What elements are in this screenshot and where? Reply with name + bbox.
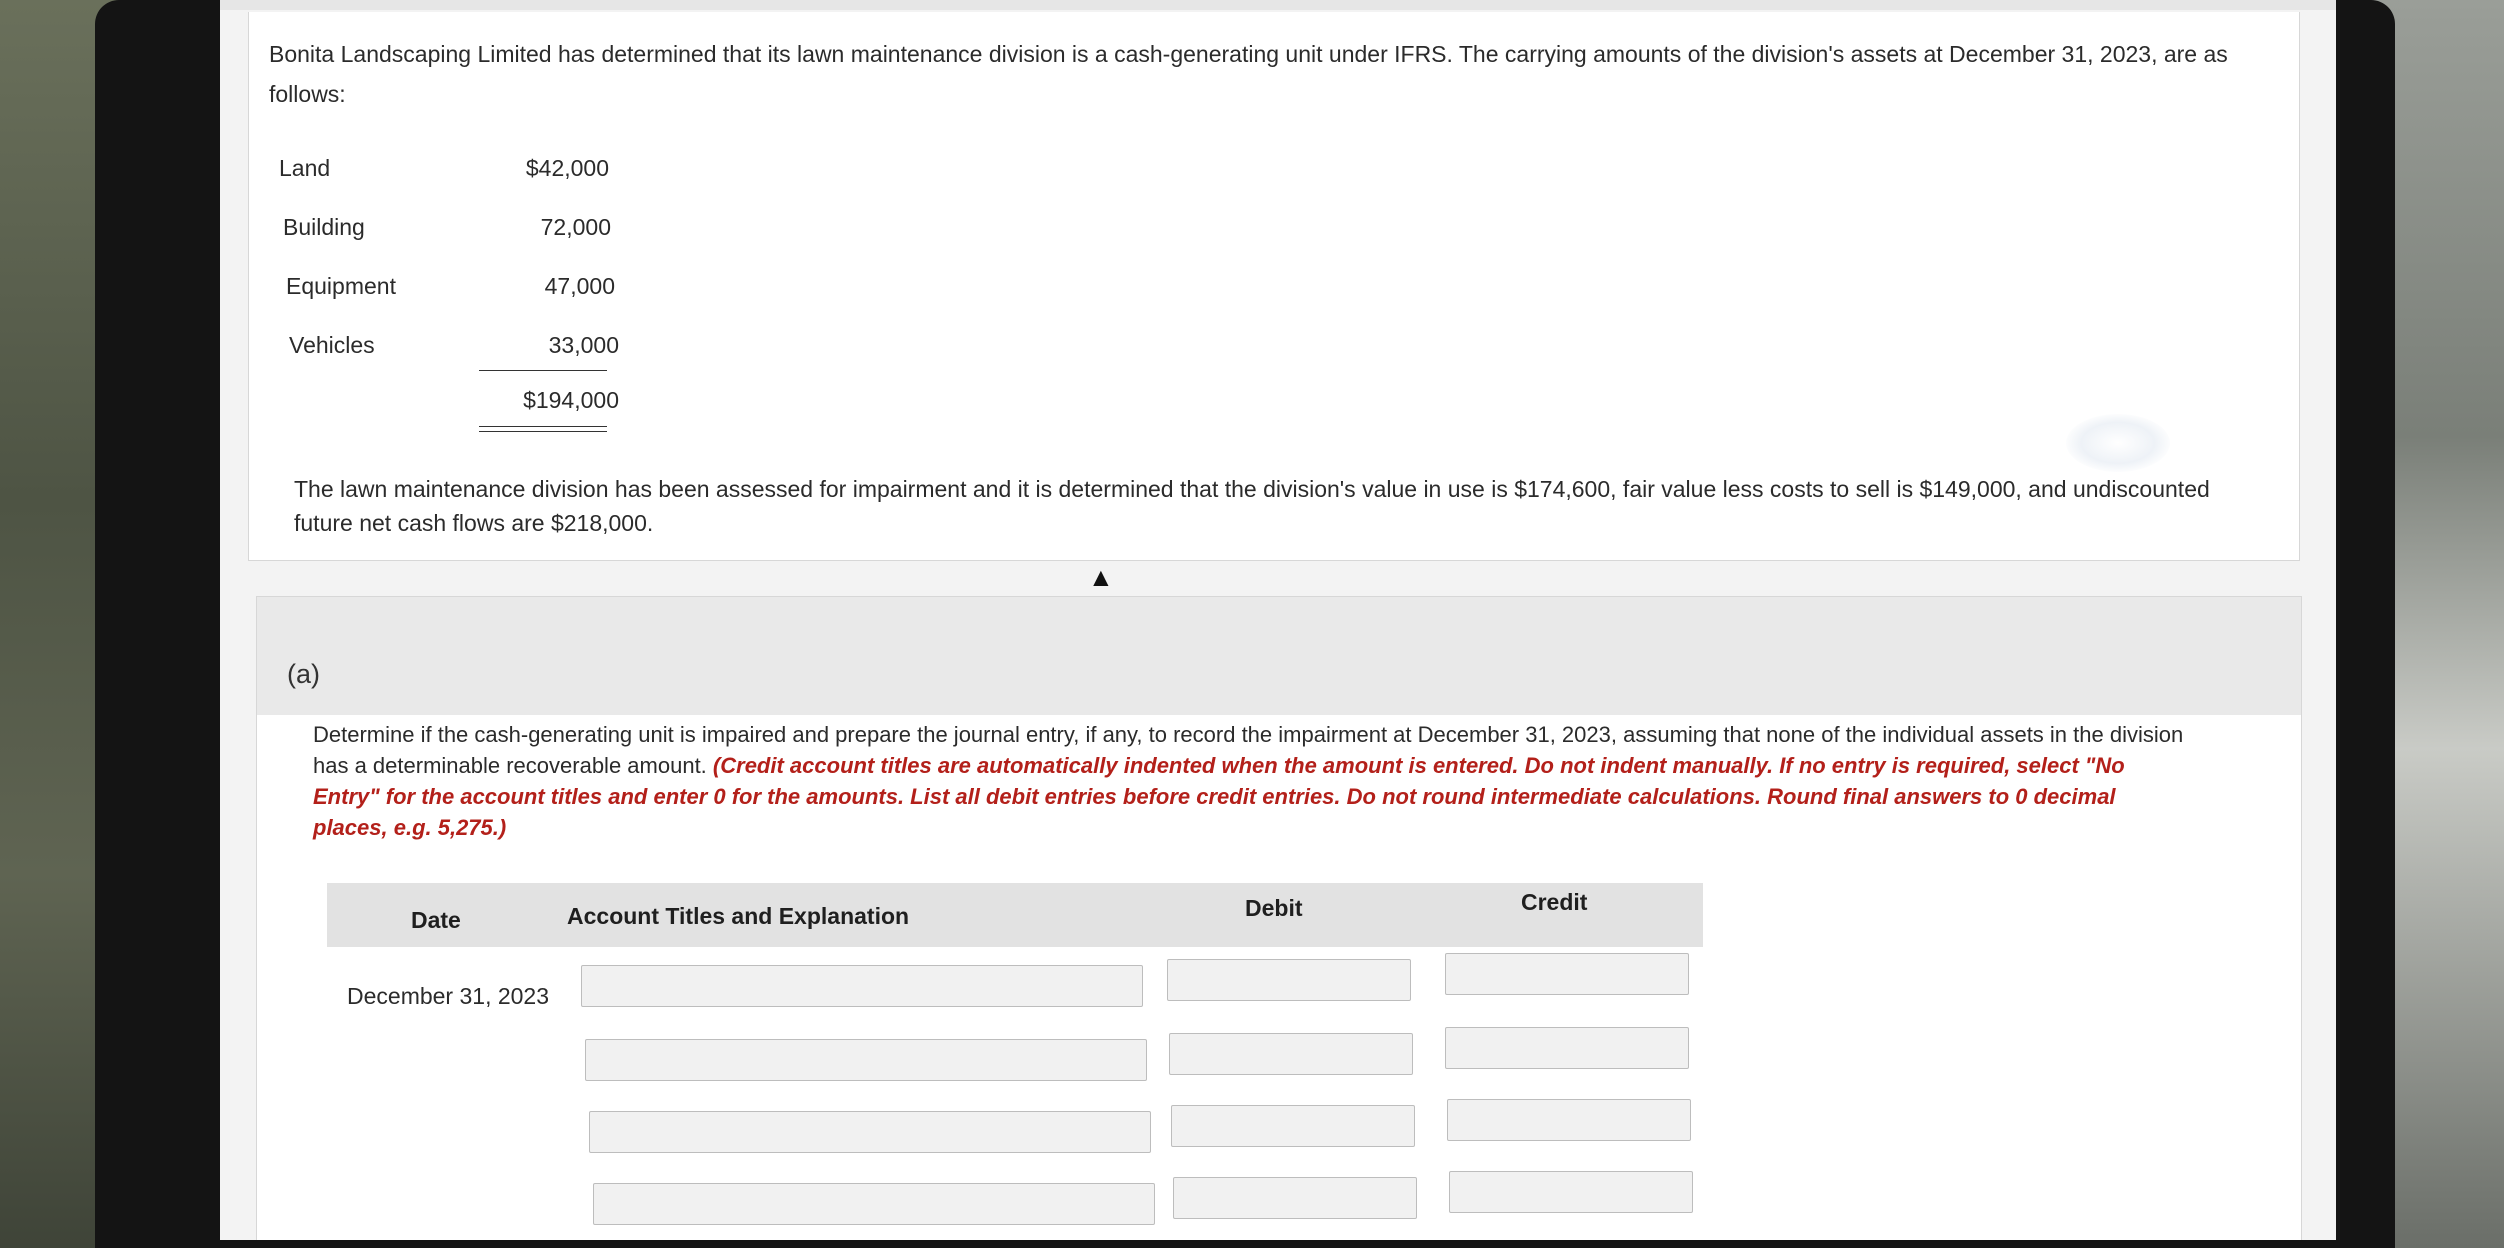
header-account: Account Titles and Explanation bbox=[567, 903, 910, 929]
asset-label: Land bbox=[279, 155, 331, 181]
asset-row bbox=[279, 148, 639, 188]
credit-input[interactable] bbox=[1445, 953, 1689, 995]
asset-row bbox=[279, 207, 639, 247]
asset-value: 47,000 bbox=[544, 273, 615, 299]
instruction-note: (Credit account titles are automatically indented when the amount is entered. Do not indent manually. If no entry is required, select "No Entry" for the account titles and enter 0 for the amounts. List all debit entries before credit entries. Do not round intermediate calculations. Round final answers to 0 decimal places, e.g. 5,275.) bbox=[313, 753, 2125, 840]
account-title-input[interactable] bbox=[585, 1039, 1147, 1081]
instruction-text: Determine if the cash-generating unit is impaired and prepare the journal entry, if any, to record the impairment at December 31, 2023, assuming that none of the individual assets in the division has a determinable recoverable amount. bbox=[313, 722, 2184, 778]
asset-value: $42,000 bbox=[525, 155, 609, 181]
browser-strip bbox=[220, 0, 2336, 10]
screen bbox=[220, 0, 2336, 1240]
total-double-rule bbox=[479, 426, 607, 432]
total-row bbox=[279, 380, 639, 420]
header-credit: Credit bbox=[1521, 889, 1588, 915]
problem-card bbox=[248, 12, 2300, 561]
header-date: Date bbox=[411, 907, 461, 933]
header-debit: Debit bbox=[1245, 895, 1303, 921]
journal-date: December 31, 2023 bbox=[347, 983, 550, 1009]
part-a-card bbox=[256, 596, 2302, 1240]
assessment-text: The lawn maintenance division has been assessed for impairment and it is determined that the division's value in use is $174,600, fair value less costs to sell is $149,000, and undiscounted future net cash flows are $218,000. bbox=[294, 476, 2210, 536]
debit-input[interactable] bbox=[1169, 1033, 1413, 1075]
mouse-cursor-icon: ▲ bbox=[1088, 562, 1114, 592]
account-title-input[interactable] bbox=[593, 1183, 1155, 1225]
asset-value: 72,000 bbox=[540, 214, 611, 240]
credit-input[interactable] bbox=[1447, 1099, 1691, 1141]
journal-header bbox=[327, 883, 1703, 947]
credit-input[interactable] bbox=[1449, 1171, 1693, 1213]
asset-row bbox=[279, 325, 639, 365]
debit-input[interactable] bbox=[1173, 1177, 1417, 1219]
problem-intro: Bonita Landscaping Limited has determined that its lawn maintenance division is a cash-generating unit under IFRS. The carrying amounts of the division's assets at December 31, 2023, are as follows: bbox=[269, 41, 2228, 107]
part-a-instructions bbox=[313, 719, 2193, 843]
asset-label: Vehicles bbox=[289, 332, 375, 358]
asset-total: $194,000 bbox=[523, 387, 619, 413]
account-title-input[interactable] bbox=[581, 965, 1143, 1007]
screen-glare bbox=[2066, 414, 2170, 472]
subtotal-rule bbox=[479, 370, 607, 371]
debit-input[interactable] bbox=[1167, 959, 1411, 1001]
asset-label: Building bbox=[283, 214, 365, 240]
asset-value: 33,000 bbox=[548, 332, 619, 358]
asset-row bbox=[279, 266, 639, 306]
account-title-input[interactable] bbox=[589, 1111, 1151, 1153]
asset-label: Equipment bbox=[286, 273, 396, 299]
part-a-header bbox=[257, 597, 2301, 715]
part-label: (a) bbox=[287, 659, 320, 689]
debit-input[interactable] bbox=[1171, 1105, 1415, 1147]
credit-input[interactable] bbox=[1445, 1027, 1689, 1069]
